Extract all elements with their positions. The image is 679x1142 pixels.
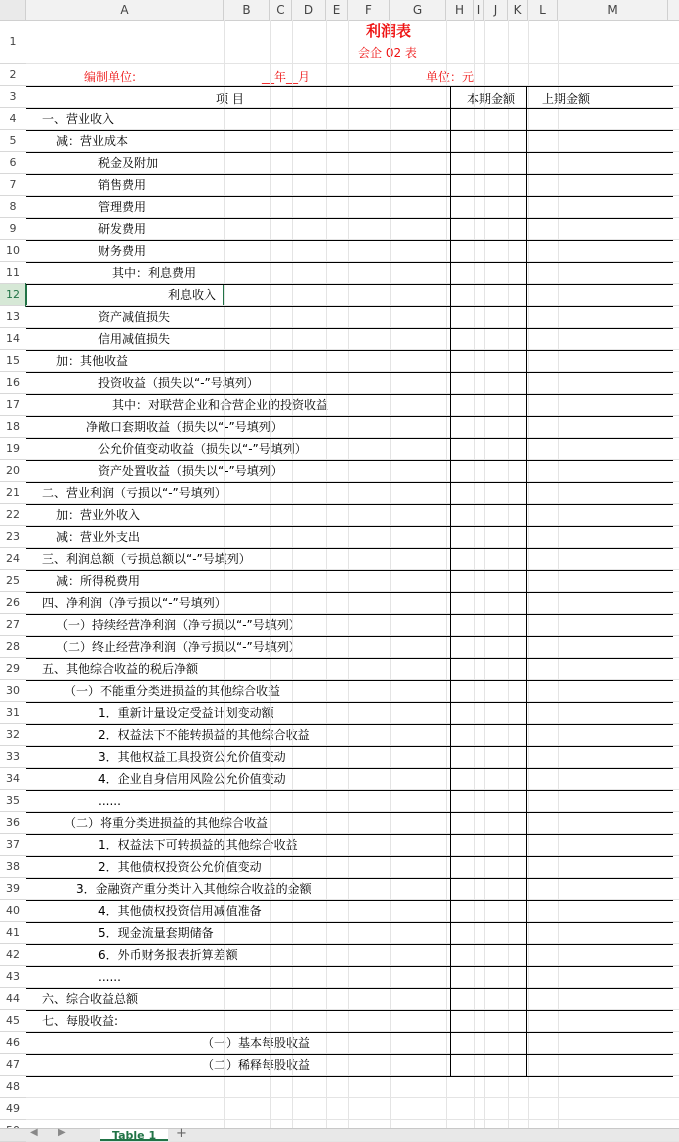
column-header-e[interactable]: E bbox=[326, 0, 348, 20]
column-header-a[interactable]: A bbox=[26, 0, 224, 20]
table-border bbox=[450, 86, 451, 1076]
gridline bbox=[348, 20, 349, 1128]
row-header-7[interactable]: 7 bbox=[0, 174, 26, 196]
select-all-corner[interactable] bbox=[0, 0, 26, 20]
statement-line-item[interactable]: （二）将重分类进损益的其他综合收益 bbox=[64, 816, 269, 830]
row-header-35[interactable]: 35 bbox=[0, 790, 26, 812]
table-border bbox=[26, 284, 673, 285]
statement-line-item[interactable]: 加：其他收益 bbox=[56, 354, 129, 368]
statement-line-item[interactable]: 五、其他综合收益的税后净额 bbox=[42, 662, 199, 676]
row-header-44[interactable]: 44 bbox=[0, 988, 26, 1010]
statement-line-item[interactable]: 减：营业外支出 bbox=[56, 530, 141, 544]
table-border bbox=[26, 152, 673, 153]
row-header-11[interactable]: 11 bbox=[0, 262, 26, 284]
statement-line-item[interactable]: 二、营业利润（亏损以“-”号填列） bbox=[42, 486, 227, 500]
row-header-38[interactable]: 38 bbox=[0, 856, 26, 878]
row-header-21[interactable]: 21 bbox=[0, 482, 26, 504]
column-header-i[interactable]: I bbox=[474, 0, 484, 20]
column-item-header: 项 目 bbox=[216, 92, 244, 106]
statement-line-item[interactable]: 七、每股收益: bbox=[42, 1014, 119, 1028]
table-border bbox=[26, 900, 673, 901]
column-header-b[interactable]: B bbox=[224, 0, 270, 20]
table-border bbox=[26, 658, 673, 659]
table-border bbox=[26, 328, 673, 329]
table-border bbox=[26, 108, 673, 109]
table-border bbox=[26, 262, 673, 263]
row-header-33[interactable]: 33 bbox=[0, 746, 26, 768]
selected-cell[interactable] bbox=[25, 283, 225, 307]
column-header-d[interactable]: D bbox=[292, 0, 326, 20]
statement-line-item[interactable]: 6．外币财务报表折算差额 bbox=[98, 948, 238, 962]
gridline bbox=[224, 20, 225, 1128]
column-header-c[interactable]: C bbox=[270, 0, 292, 20]
statement-line-item[interactable]: 2．权益法下不能转损益的其他综合收益 bbox=[98, 728, 310, 742]
row-header-42[interactable]: 42 bbox=[0, 944, 26, 966]
sheet-tab-table-1[interactable]: Table 1 bbox=[100, 1129, 168, 1141]
statement-line-item[interactable]: 4．企业自身信用风险公允价值变动 bbox=[98, 772, 286, 786]
row-header-40[interactable]: 40 bbox=[0, 900, 26, 922]
row-header-5[interactable]: 5 bbox=[0, 130, 26, 152]
table-border bbox=[26, 702, 673, 703]
table-border bbox=[26, 548, 673, 549]
gridline bbox=[270, 20, 271, 1128]
row-header-17[interactable]: 17 bbox=[0, 394, 26, 416]
table-border bbox=[26, 636, 673, 637]
table-border bbox=[26, 1054, 673, 1055]
gridline bbox=[326, 20, 327, 1128]
gridline bbox=[26, 1119, 679, 1120]
statement-line-item[interactable]: 资产减值损失 bbox=[98, 310, 171, 324]
row-header-16[interactable]: 16 bbox=[0, 372, 26, 394]
row-header-3[interactable]: 3 bbox=[0, 86, 26, 108]
statement-line-item[interactable]: （一）持续经营净利润（净亏损以“-”号填列） bbox=[56, 618, 301, 632]
sheet-tab-bar bbox=[0, 1128, 679, 1141]
table-border bbox=[26, 834, 673, 835]
statement-line-item[interactable]: 税金及附加 bbox=[98, 156, 159, 170]
column-header-l[interactable]: L bbox=[528, 0, 558, 20]
row-header-6[interactable]: 6 bbox=[0, 152, 26, 174]
table-border bbox=[526, 86, 527, 1076]
row-header-26[interactable]: 26 bbox=[0, 592, 26, 614]
table-border bbox=[26, 1076, 673, 1077]
statement-line-item[interactable]: 其中：对联营企业和合营企业的投资收益 bbox=[112, 398, 329, 412]
statement-line-item[interactable]: 管理费用 bbox=[98, 200, 147, 214]
statement-line-item[interactable]: 3．其他权益工具投资公允价值变动 bbox=[98, 750, 286, 764]
row-header-29[interactable]: 29 bbox=[0, 658, 26, 680]
row-header-32[interactable]: 32 bbox=[0, 724, 26, 746]
add-sheet-icon[interactable]: + bbox=[176, 1126, 187, 1141]
table-border bbox=[26, 394, 673, 395]
statement-line-item[interactable]: 四、净利润（净亏损以“-”号填列） bbox=[42, 596, 227, 610]
row-header-9[interactable]: 9 bbox=[0, 218, 26, 240]
statement-line-item[interactable]: ...... bbox=[98, 794, 121, 808]
table-border bbox=[26, 878, 673, 879]
column-current-amount-header: 本期金额 bbox=[467, 92, 516, 106]
row-header-13[interactable]: 13 bbox=[0, 306, 26, 328]
row-header-25[interactable]: 25 bbox=[0, 570, 26, 592]
statement-line-item[interactable]: 研发费用 bbox=[98, 222, 147, 236]
table-border bbox=[26, 130, 673, 131]
statement-line-item[interactable]: 2．其他债权投资公允价值变动 bbox=[98, 860, 262, 874]
statement-line-item[interactable]: 其中：利息费用 bbox=[112, 266, 197, 280]
statement-line-item[interactable]: 销售费用 bbox=[98, 178, 147, 192]
statement-line-item[interactable]: 1．重新计量设定受益计划变动额 bbox=[98, 706, 274, 720]
table-border bbox=[26, 416, 673, 417]
statement-line-item[interactable]: 利息收入 bbox=[168, 288, 217, 302]
period-label: __年__月 bbox=[262, 70, 311, 84]
statement-line-item[interactable]: 资产处置收益（损失以“-”号填列） bbox=[98, 464, 283, 478]
row-header-31[interactable]: 31 bbox=[0, 702, 26, 724]
table-border bbox=[26, 988, 673, 989]
row-header-8[interactable]: 8 bbox=[0, 196, 26, 218]
table-border bbox=[26, 526, 673, 527]
table-border bbox=[26, 240, 673, 241]
table-border bbox=[26, 438, 673, 439]
table-border bbox=[26, 482, 673, 483]
form-code: 会企 02 表 bbox=[358, 46, 417, 60]
column-header-f[interactable]: F bbox=[348, 0, 390, 20]
table-border bbox=[26, 570, 673, 571]
table-border bbox=[26, 372, 673, 373]
row-header-1[interactable]: 1 bbox=[0, 20, 26, 64]
table-border bbox=[26, 944, 673, 945]
row-header-45[interactable]: 45 bbox=[0, 1010, 26, 1032]
table-border bbox=[26, 350, 673, 351]
row-header-12[interactable]: 12 bbox=[0, 284, 26, 306]
statement-line-item[interactable]: 3．金融资产重分类计入其他综合收益的金额 bbox=[76, 882, 312, 896]
statement-line-item[interactable]: 减：所得税费用 bbox=[56, 574, 141, 588]
table-border bbox=[26, 922, 673, 923]
row-header-43[interactable]: 43 bbox=[0, 966, 26, 988]
table-border bbox=[26, 174, 673, 175]
statement-line-item[interactable]: （一）不能重分类进损益的其他综合收益 bbox=[64, 684, 281, 698]
row-header-48[interactable]: 48 bbox=[0, 1076, 26, 1098]
table-border bbox=[26, 1010, 673, 1011]
table-border bbox=[26, 614, 673, 615]
column-header-h[interactable]: H bbox=[446, 0, 474, 20]
statement-line-item[interactable]: 净敞口套期收益（损失以“-”号填列） bbox=[86, 420, 283, 434]
table-border bbox=[26, 218, 673, 219]
row-header-14[interactable]: 14 bbox=[0, 328, 26, 350]
sheet-title: 利润表 bbox=[366, 22, 412, 40]
gridline bbox=[528, 20, 529, 1128]
statement-line-item[interactable]: 4．其他债权投资信用减值准备 bbox=[98, 904, 262, 918]
row-header-24[interactable]: 24 bbox=[0, 548, 26, 570]
statement-line-item[interactable]: 5．现金流量套期储备 bbox=[98, 926, 214, 940]
next-sheet-icon[interactable]: ▶ bbox=[58, 1127, 66, 1138]
gridline bbox=[508, 20, 509, 1128]
table-border bbox=[26, 790, 673, 791]
column-header-j[interactable]: J bbox=[484, 0, 508, 20]
table-border bbox=[26, 856, 673, 857]
gridline bbox=[292, 20, 293, 1128]
row-header-10[interactable]: 10 bbox=[0, 240, 26, 262]
table-border bbox=[26, 724, 673, 725]
currency-unit-label: 单位：元 bbox=[426, 70, 475, 84]
row-header-49[interactable]: 49 bbox=[0, 1098, 26, 1120]
gridline bbox=[26, 1097, 679, 1098]
previous-sheet-icon[interactable]: ◀ bbox=[30, 1127, 38, 1138]
row-header-39[interactable]: 39 bbox=[0, 878, 26, 900]
row-header-28[interactable]: 28 bbox=[0, 636, 26, 658]
table-border bbox=[26, 460, 673, 461]
table-border bbox=[26, 592, 673, 593]
statement-line-item[interactable]: （一）基本每股收益 bbox=[202, 1036, 311, 1050]
row-header-2[interactable]: 2 bbox=[0, 64, 26, 86]
statement-line-item[interactable]: （二）终止经营净利润（净亏损以“-”号填列） bbox=[56, 640, 301, 654]
row-header-46[interactable]: 46 bbox=[0, 1032, 26, 1054]
table-border bbox=[26, 768, 673, 769]
table-border bbox=[26, 504, 673, 505]
statement-line-item[interactable]: 投资收益（损失以“-”号填列） bbox=[98, 376, 259, 390]
table-border bbox=[26, 306, 673, 307]
row-header-47[interactable]: 47 bbox=[0, 1054, 26, 1076]
table-border bbox=[26, 1032, 673, 1033]
table-border bbox=[26, 966, 673, 967]
column-header-m[interactable]: M bbox=[558, 0, 668, 20]
statement-line-item[interactable]: 三、利润总额（亏损总额以“-”号填列） bbox=[42, 552, 251, 566]
table-border bbox=[26, 196, 673, 197]
row-header-22[interactable]: 22 bbox=[0, 504, 26, 526]
table-border bbox=[26, 680, 673, 681]
statement-line-item[interactable]: ...... bbox=[98, 970, 121, 984]
row-header-36[interactable]: 36 bbox=[0, 812, 26, 834]
gridline bbox=[26, 63, 679, 64]
statement-line-item[interactable]: 减：营业成本 bbox=[56, 134, 129, 148]
row-header-34[interactable]: 34 bbox=[0, 768, 26, 790]
row-header-37[interactable]: 37 bbox=[0, 834, 26, 856]
gridline bbox=[484, 20, 485, 1128]
row-header-41[interactable]: 41 bbox=[0, 922, 26, 944]
statement-line-item[interactable]: 六、综合收益总额 bbox=[42, 992, 139, 1006]
table-border bbox=[26, 86, 673, 87]
statement-line-item[interactable]: 加：营业外收入 bbox=[56, 508, 141, 522]
table-border bbox=[26, 746, 673, 747]
statement-line-item[interactable]: 信用减值损失 bbox=[98, 332, 171, 346]
row-header-20[interactable]: 20 bbox=[0, 460, 26, 482]
gridline bbox=[446, 20, 447, 1128]
prepared-by-label: 编制单位: bbox=[84, 70, 137, 84]
gridline bbox=[558, 20, 559, 1128]
row-header-15[interactable]: 15 bbox=[0, 350, 26, 372]
column-prior-amount-header: 上期金额 bbox=[542, 92, 591, 106]
column-header-g[interactable]: G bbox=[390, 0, 446, 20]
column-header-k[interactable]: K bbox=[508, 0, 528, 20]
row-header-4[interactable]: 4 bbox=[0, 108, 26, 130]
row-header-27[interactable]: 27 bbox=[0, 614, 26, 636]
gridline bbox=[390, 20, 391, 1128]
statement-line-item[interactable]: 公允价值变动收益（损失以“-”号填列） bbox=[98, 442, 307, 456]
gridline bbox=[474, 20, 475, 1128]
row-header-19[interactable]: 19 bbox=[0, 438, 26, 460]
row-header-18[interactable]: 18 bbox=[0, 416, 26, 438]
row-header-23[interactable]: 23 bbox=[0, 526, 26, 548]
statement-line-item[interactable]: （二）稀释每股收益 bbox=[202, 1058, 311, 1072]
row-header-30[interactable]: 30 bbox=[0, 680, 26, 702]
statement-line-item[interactable]: 一、营业收入 bbox=[42, 112, 115, 126]
statement-line-item[interactable]: 财务费用 bbox=[98, 244, 147, 258]
column-header-bar bbox=[0, 0, 679, 21]
statement-line-item[interactable]: 1．权益法下可转损益的其他综合收益 bbox=[98, 838, 298, 852]
table-border bbox=[26, 812, 673, 813]
